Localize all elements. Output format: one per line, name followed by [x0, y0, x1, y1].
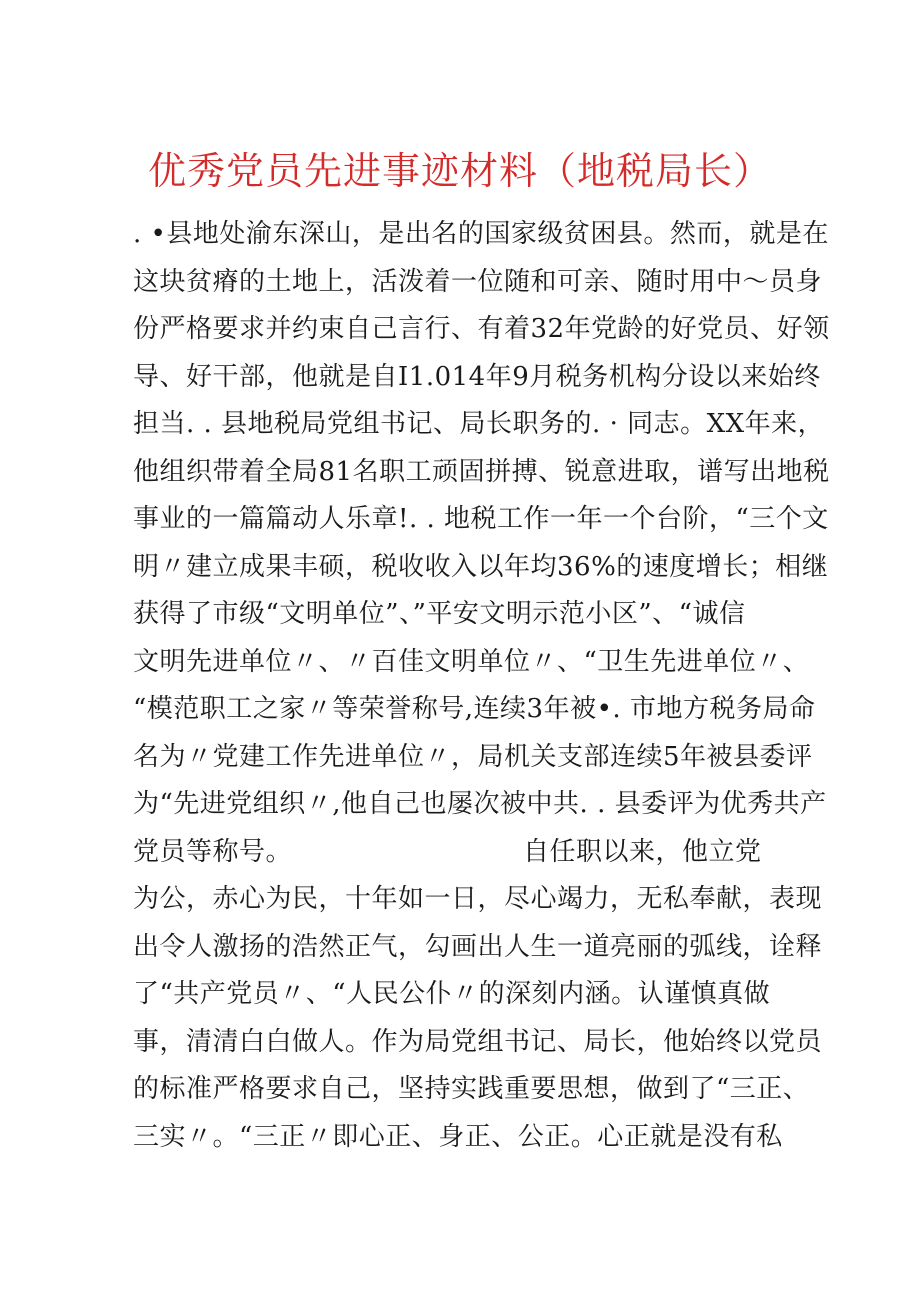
text-line: 份严格要求并约束自己言行、有着32年党龄的好党员、好领 — [133, 314, 830, 344]
document-title: 优秀党员先进事迹材料（地税局长） — [147, 149, 772, 193]
text-line: 了“共产党员〃、“人民公仆〃的深刻内涵。认谨慎真做 — [133, 979, 771, 1009]
body-text — [133, 211, 830, 1161]
text-line: 文明先进单位〃、〃百佳文明单位〃、“卫生先进单位〃、 — [133, 646, 810, 677]
text-line: 为“先进党组织〃,他自己也屡次被中共. . 县委评为优秀共产 — [133, 789, 827, 819]
text-line: 获得了市级“文明单位”、”平安文明示范小区”、“诚信 — [133, 599, 746, 629]
text-line: 明〃建立成果丰硕，税收收入以年均36%的速度增长；相继 — [133, 551, 829, 582]
text-line-split — [133, 829, 793, 877]
text-line: 他组织带着全局81名职工顽固拼搏、锐意进取，谱写出地税 — [133, 456, 830, 487]
text-line: “模范职工之家〃等荣誉称号,连续3年被•. 市地方税务局命 — [133, 694, 816, 724]
text-line-left: 党员等称号。 — [133, 836, 293, 867]
text-line: 出令人激扬的浩然正气，勾画出人生一道亮丽的弧线，诠释 — [133, 931, 823, 962]
text-line: 为公，赤心为民，十年如一日，尽心竭力，无私奉献，表现 — [133, 884, 823, 914]
text-line: 事，清清白白做人。作为局党组书记、局长，他始终以党员 — [133, 1026, 823, 1057]
text-line: 三实〃。“三正〃即心正、身正、公正。心正就是没有私 — [133, 1121, 783, 1152]
text-line: 导、好干部，他就是自I1.014年9月税务机构分设以来始终 — [133, 361, 821, 392]
text-line: 的标准严格要求自己，坚持实践重要思想，做到了“三正、 — [133, 1074, 810, 1104]
text-line: 这块贫瘠的土地上，活泼着一位随和可亲、随时用中～员身 — [133, 266, 823, 297]
text-line-right: 自任职以来，他立党 — [523, 836, 762, 867]
text-line: 名为〃党建工作先进单位〃，局机关支部连续5年被县委评 — [133, 741, 813, 772]
text-line: 担当. . 县地税局党组书记、局长职务的. · 同志。XX年来， — [133, 409, 825, 439]
text-line: . •县地处渝东深山，是出名的国家级贫困县。然而，就是在 — [133, 219, 829, 249]
text-line: 事业的一篇篇动人乐章!. . 地税工作一年一个台阶，“三个文 — [133, 504, 829, 534]
